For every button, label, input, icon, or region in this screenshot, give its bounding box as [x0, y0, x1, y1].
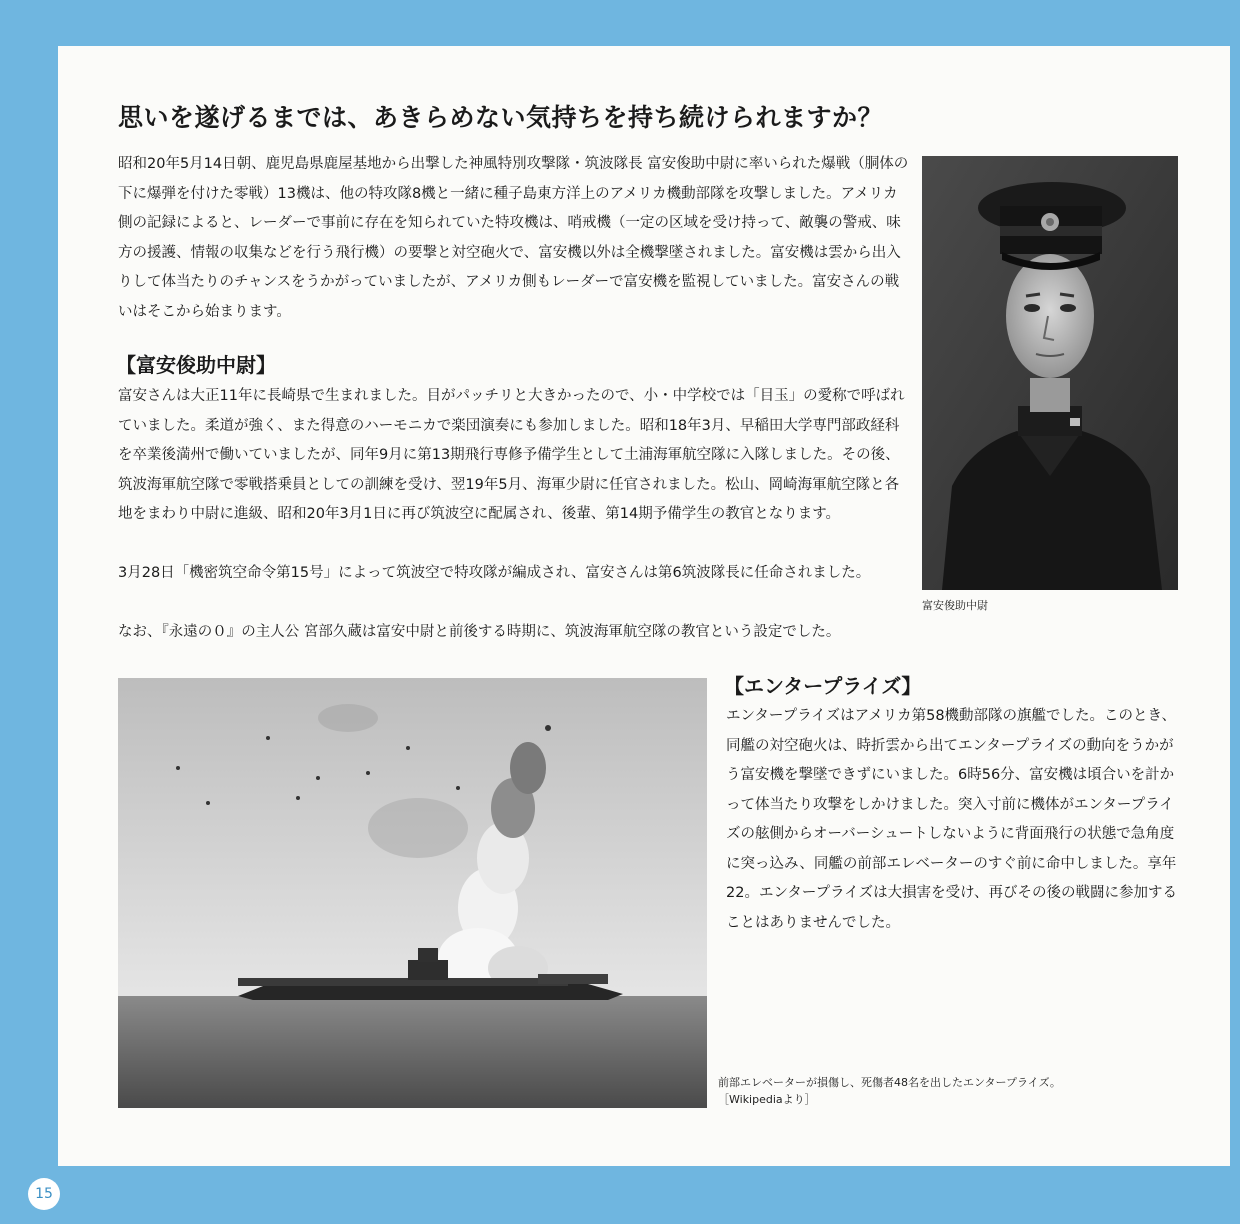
squadron-paragraph: 3月28日「機密筑空命令第15号」によって筑波空で特攻隊が編成され、富安さんは第6筑波隊長に任命されました。	[118, 565, 871, 581]
page-number: 15	[28, 1178, 60, 1210]
section-heading-tomiyasu: 【富安俊助中尉】	[116, 353, 276, 377]
novel-note-paragraph: なお、『永遠の０』の主人公 宮部久蔵は富安中尉と前後する時期に、筑波海軍航空隊の教官という設定でした。	[118, 624, 841, 640]
portrait-caption: 富安俊助中尉	[922, 599, 988, 612]
tomiyasu-bio-paragraph: 富安さんは大正11年に長崎県で生まれました。目がパッチリと大きかったので、小・中学校では「目玉」の愛称で呼ばれていました。柔道が強く、また得意のハーモニカで楽団演奏にも参加しました。昭和18年3月、早稲田大学専門部政経科を卒業後満州で働いていましたが、同年9月に第13期飛行専修予備学生として土浦海軍航空隊に入隊しました。その後、筑波海軍航空隊で零戦搭乗員としての訓練を受け、翌19年5月、海軍少尉に任官されました。松山、岡崎海軍航空隊と各地をまわり中尉に進級、昭和20年3月1日に再び筑波空に配属され、後輩、第14期予備学生の教官となります。	[118, 388, 905, 522]
enterprise-illustration	[118, 678, 707, 1108]
enterprise-paragraph: エンタープライズはアメリカ第58機動部隊の旗艦でした。このとき、同艦の対空砲火は、時折雲から出てエンタープライズの動向をうかがう富安機を撃墜できずにいました。6時56分、富安機は頃合いを計かって体当たり攻撃をしかけました。突入寸前に機体がエンタープライズの舷側からオーバーシュートしないように背面飛行の状態で急角度に突っ込み、同艦の前部エレベーターのすぐ前に命中しました。享年22。エンタープライズは大損害を受け、再びその後の戦闘に参加することはありませんでした。	[726, 708, 1177, 931]
page-title: 思いを遂げるまでは、あきらめない気持ちを持ち続けられますか？	[118, 103, 884, 132]
enterprise-photo	[118, 678, 707, 1108]
enterprise-caption-line: 前部エレベーターが損傷し、死傷者48名を出したエンタープライズ。	[718, 1076, 1061, 1089]
intro-paragraph: 昭和20年5月14日朝、鹿児島県鹿屋基地から出撃した神風特別攻撃隊・筑波隊長 富安俊助中尉に率いられた爆戦（胴体の下に爆弾を付けた零戦）13機は、他の特攻隊8機と一緒に種子島東方洋上のアメリカ機動部隊を攻撃しました。アメリカ側の記録によると、レーダーで事前に存在を知られていた特攻機は、哨戒機（一定の区域を受け持って、敵襲の警戒、味方の援護、情報の収集などを行う飛行機）の要撃と対空砲火で、富安機以外は全機撃墜されました。富安機は雲から出入りして体当たりのチャンスをうかがっていましたが、アメリカ側もレーダーで富安機を監視していました。富安さんの戦いはそこから始まります。	[118, 156, 909, 320]
section-heading-enterprise: 【エンタープライズ】	[724, 674, 922, 698]
portrait-photo	[922, 156, 1178, 590]
enterprise-caption	[718, 1074, 1188, 1108]
portrait-illustration	[922, 156, 1178, 590]
enterprise-caption-source: ［Wikipediaより］	[718, 1093, 816, 1106]
